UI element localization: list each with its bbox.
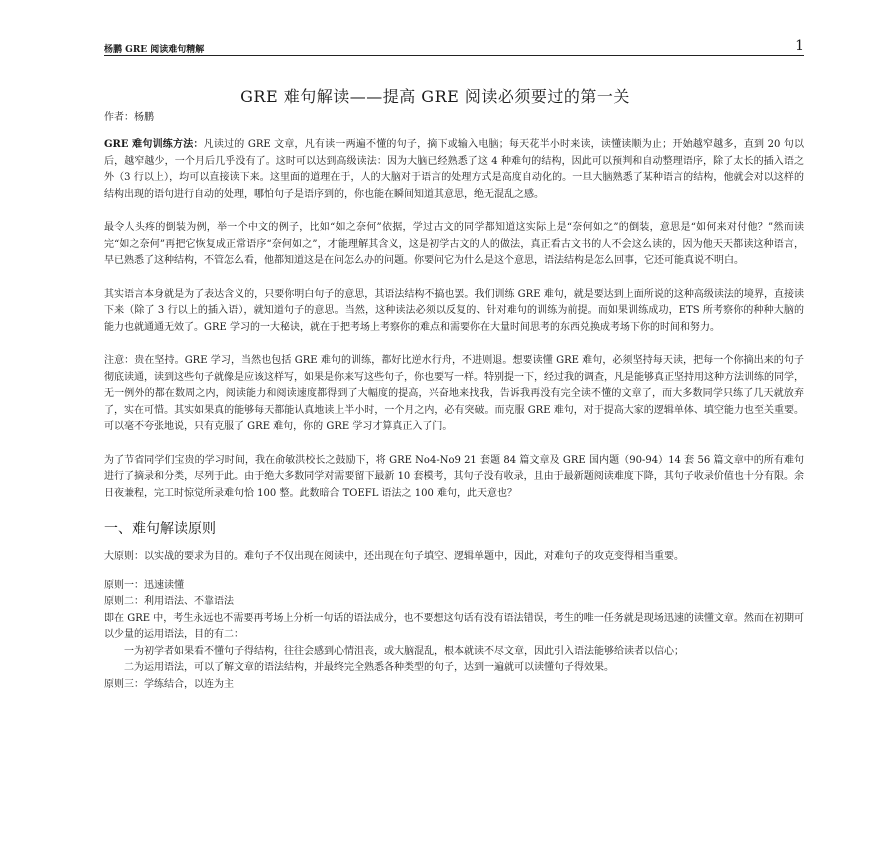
author-line: 作者：杨鹏 xyxy=(104,112,154,123)
header-title: 杨鹏 GRE 阅读难句精解 xyxy=(104,45,205,55)
paragraph-language-meaning: 其实语言本身就是为了表达含义的，只要你明白句子的意思，其语法结构不搞也罢。我们训练 GRE 难句，就是要达到上面所说的这种高级读法的境界，直接读下来（除了 3 行以上的插入语），就知道句子的意思。当然，这种读法必须以反复的、针对难句的训练为前提。而如果训练成功，ETS 所考察你的种种大脑的能力也就通通无效了。GRE 学习的一大秘诀，就在于把考场上考察你的难点和需要你在大量时间思考的东西兑换成考场下你的时间和努力。 xyxy=(104,288,804,333)
principle-two: 原则二：利用语法、不靠语法 xyxy=(104,596,234,607)
document-title: GRE 难句解读——提高 GRE 阅读必须要过的第一关 xyxy=(240,87,630,106)
paragraph-exam-grammar: 即在 GRE 中，考生永远也不需要再考场上分析一句话的语法成分，也不要想这句话有没有语法错误，考生的唯一任务就是现场迅速的读懂文章。然而在初期可以少量的运用语法，目的有二： xyxy=(104,612,804,640)
header-rule xyxy=(104,55,804,56)
page-header xyxy=(104,40,804,60)
paragraph-method xyxy=(104,137,804,203)
section-intro: 大原则：以实战的要求为目的。难句子不仅出现在阅读中，还出现在句子填空、逻辑单题中，因此，对难句子的攻克变得相当重要。 xyxy=(104,551,684,562)
document-body xyxy=(104,137,804,693)
section-heading: 一、难句解读原则 xyxy=(104,521,216,537)
paragraph-collection-note: 为了节省同学们宝贵的学习时间，我在俞敏洪校长之鼓励下，将 GRE No4-No9 21 套题 84 篇文章及 GRE 国内题（90-94）14 套 56 篇文章中的所有难句进行了摘录和分类，尽列于此。由于绝大多数同学对需要留下最新 10 套模考，其句子没有收录，且由于最新题阅读难度下降，其句子收录价值也十分有限。余日夜兼程，完工时惊觉所录难句恰 100 整。此数暗合 TOEFL 语法之 100 难句，此天意也？ xyxy=(104,454,804,499)
paragraph-method-lead: GRE 难句训练方法： xyxy=(104,139,204,150)
point-two: 二为运用语法，可以了解文章的语法结构，并最终完全熟悉各种类型的句子，达到一遍就可以读懂句子得效果。 xyxy=(124,662,614,673)
paragraph-method-text: 凡读过的 GRE 文章，凡有读一两遍不懂的句子，摘下或输入电脑；每天花半小时来读，读懂读顺为止；开始越窄越多，直到 20 句以后，越窄越少，一个月后几乎没有了。这时可以达到高级读法：因为大脑已经熟悉了这 4 种难句的结构，因此可以预判和自动整理语序，除了太长的插入语之外（3 行以上），均可以直接读下来。这里面的道理在于，人的大脑对于语言的处理方式是高度自动化的。一旦大脑熟悉了某种语言的结构，他就会对以这样的结构出现的语句进行自动的处理，哪怕句子是语序到的，你也能在瞬间知道其意思，绝无混乱之感。 xyxy=(104,139,804,200)
page-number: 1 xyxy=(795,38,804,54)
paragraph-persistence: 注意：贵在坚持。GRE 学习，当然也包括 GRE 难句的训练，都好比逆水行舟，不进则退。想要读懂 GRE 难句，必须坚持每天读，把每一个你摘出来的句子彻底读通，读到这些句子就像是应该这样写，如果是你来写这些句子，你也要写一样。特别提一下，经过我的调查，凡是能够真正坚持用这种方法训练的同学，无一例外的都在数周之内，阅读能力和阅读速度都得到了大幅度的提高，兴奋地来找我，告诉我再没有完全读不懂的文章了，而大多数同学只练了几天就放弃了，实在可惜。其实如果真的能够每天都能认真地读上半小时，一个月之内，必有突破。而克服 GRE 难句，对于提高大家的逻辑单体、填空能力也至关重要。可以毫不夸张地说，只有克服了 GRE 难句，你的 GRE 学习才算真正入了门。 xyxy=(104,355,804,432)
paragraph-inversion-example: 最令人头疼的倒装为例，举一个中文的例子，比如“如之奈何”依据，学过古文的同学都知道这实际上是“奈何如之”的倒装，意思是“如何来对付他？”然而读完“如之奈何”再把它恢复成正常语序“奈何如之”，才能理解其含义，这是初学古文的人的做法，真正看古文书的人不会这么读的，因为他天天都读这种语言，早已熟悉了这种结构，不管怎么看，他都知道这是在问怎么办的问题。你要问它为什么是这个意思，语法结构是怎么回事，它还可能真说不明白。 xyxy=(104,222,804,266)
principle-three: 原则三：学练结合，以连为主 xyxy=(104,678,234,690)
principle-one: 原则一：迅速读懂 xyxy=(104,579,184,591)
point-one: 一为初学者如果看不懂句子得结构，往往会感到心情沮丧，或大脑混乱，根本就读不尽文章，因此引入语法能够给读者以信心； xyxy=(124,645,684,657)
